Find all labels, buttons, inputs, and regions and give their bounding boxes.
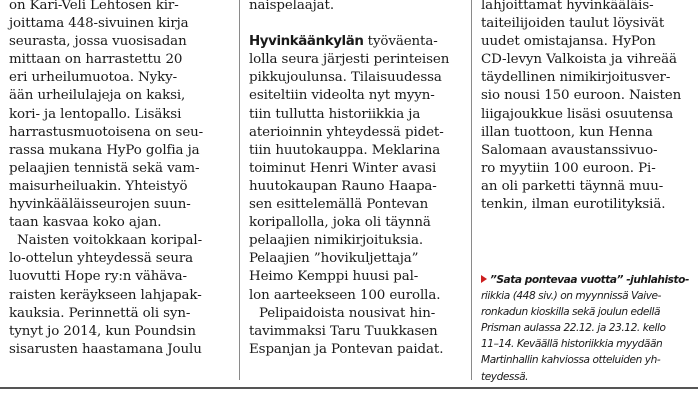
text-line: eri urheilumuotoa. Nyky-: [9, 70, 178, 86]
caption-line: 11–14. Keväällä historiikkia myydään: [481, 338, 663, 351]
text-line: tynyt jo 2014, kun Poundsin: [9, 323, 196, 339]
text-line: lahjoittamat hyvinkääläis-: [481, 0, 654, 13]
text-line: uudet omistajansa. HyPon: [481, 34, 656, 50]
text-line: täydellinen nimikirjoitusver-: [481, 70, 671, 86]
caption-line: [481, 272, 693, 288]
text-line-with-kicker: [249, 33, 463, 51]
text-line: taiteilijoiden taulut löysivät: [481, 16, 665, 32]
text-line: taan kasvaa koko ajan.: [9, 215, 162, 231]
text-line: toiminut Henri Winter avasi: [249, 160, 437, 176]
text-line: rassa mukana HyPo golfia ja: [9, 142, 200, 158]
article-column-3: [481, 0, 693, 214]
text-line: raisten keräykseen lahjapak-: [9, 287, 202, 303]
article-column-2: [249, 0, 463, 359]
text-line: huutokaupan Rauno Haapa-: [249, 178, 437, 194]
text-line: kori- ja lentopallo. Lisäksi: [9, 106, 182, 122]
page-bottom-rule: [0, 387, 698, 389]
text-line: Espanjan ja Pontevan paidat.: [249, 341, 444, 357]
column-rule-1: [239, 0, 240, 380]
article-column-1: [9, 0, 231, 359]
text-line: Salomaan avaustanssivuo-: [481, 142, 658, 158]
text-line: CD-levyn Valkoista ja vihreää: [481, 52, 677, 68]
right-triangle-icon: [481, 275, 487, 283]
paragraph-gap: [249, 15, 463, 33]
text-line: kauksia. Perinnettä oli syn-: [9, 305, 191, 321]
text-line: harrastusmuotoisena on seu-: [9, 124, 204, 140]
text-line: liigajoukkue lisäsi osuutensa: [481, 106, 674, 122]
text-line: pelaajien tennistä sekä vam-: [9, 160, 200, 176]
caption-line: Prisman aulassa 22.12. ja 23.12. kello: [481, 322, 666, 335]
text-line: koripallolla, joka oli täynnä: [249, 215, 431, 231]
text-line: luovutti Hope ry:n vähäva-: [9, 269, 187, 285]
kicker: Hyvinkäänkylän: [249, 34, 364, 50]
photo-caption: [481, 272, 693, 385]
caption-line: Martinhallin kahviossa otteluiden yh-: [481, 354, 661, 367]
text-line: lon aarteekseen 100 eurolla.: [249, 287, 441, 303]
text-line: Naisten voitokkaan koripal-: [17, 233, 202, 249]
text-line: seurasta, jossa vuosisadan: [9, 34, 187, 50]
caption-line: teydessä.: [481, 370, 529, 383]
text-line: ään urheilulajeja on kaksi,: [9, 88, 186, 104]
text-line: tiin huutokauppa. Meklarina: [249, 142, 441, 158]
text-line: illan tuottoon, kun Henna: [481, 124, 653, 140]
text-line: tiin tullutta historiikkia ja: [249, 106, 421, 122]
text-line: joittama 448-sivuinen kirja: [9, 16, 189, 32]
text-line: pikkujoulunsa. Tilaisuudessa: [249, 70, 442, 86]
text-line: naispelaajat.: [249, 0, 334, 13]
text-line: tavimmaksi Taru Tuukkasen: [249, 323, 438, 339]
text-line: pelaajien nimikirjoituksia.: [249, 233, 423, 249]
text-line: sisarusten haastamana Joulu: [9, 341, 202, 357]
text-line: ro myytiin 100 euroon. Pi-: [481, 160, 656, 176]
text-line: mittaan on harrastettu 20: [9, 52, 183, 68]
text-line: lo-ottelun yhteydessä seura: [9, 251, 194, 267]
text-line: on Kari-Veli Lehtosen kir-: [9, 0, 179, 13]
text-line: tenkin, ilman eurotilityksiä.: [481, 197, 666, 213]
text-line: hyvinkääläisseurojen suun-: [9, 197, 191, 213]
text-line: esiteltiin videolta nyt myyn-: [249, 88, 435, 104]
text-fragment: työväenta-: [363, 34, 438, 50]
column-rule-2: [471, 0, 472, 380]
text-line: maisurheiluakin. Yhteistyö: [9, 178, 188, 194]
text-line: Heimo Kemppi huusi pal-: [249, 269, 419, 285]
caption-line: riikkia (448 siv.) on myynnissä Vaive-: [481, 290, 661, 303]
text-line: sen esittelemällä Pontevan: [249, 197, 429, 213]
caption-line: ronkadun kioskilla sekä joulun edellä: [481, 306, 660, 319]
text-line: aterioinnin yhteydessä pidet-: [249, 124, 444, 140]
text-line: an oli parketti täynnä muu-: [481, 178, 664, 194]
caption-title: ”Sata pontevaa vuotta” -juhlahisto-: [490, 274, 689, 286]
text-line: Pelaajien ”hovikuljettaja”: [249, 251, 419, 267]
text-line: lolla seura järjesti perinteisen: [249, 52, 450, 68]
text-line: Pelipaidoista nousivat hin-: [259, 305, 436, 321]
text-line: sio nousi 150 euroon. Naisten: [481, 88, 682, 104]
